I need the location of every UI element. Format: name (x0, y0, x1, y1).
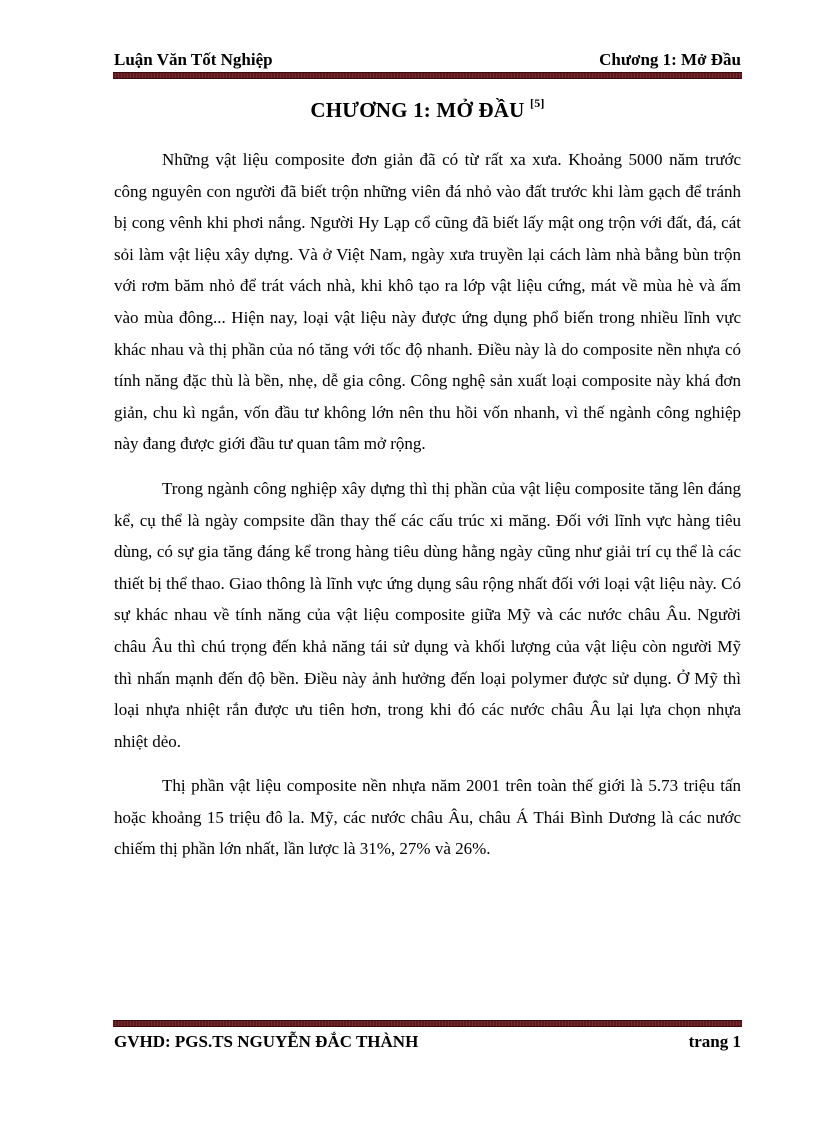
footer-advisor: GVHD: PGS.TS NGUYỄN ĐẮC THÀNH (114, 1032, 419, 1051)
paragraph-3: Thị phần vật liệu composite nền nhựa năm 2001 trên toàn thế giới là 5.73 triệu tấn hoặc khoảng 15 triệu đô la. Mỹ, các nước châu Âu, châu Á Thái Bình Dương là các nước chiếm thị phần lớn nhất, lần lược là 31%, 27% và 26%. (114, 776, 741, 859)
paragraph-2: Trong ngành công nghiệp xây dựng thì thị phần của vật liệu composite tăng lên đáng kể, cụ thể là ngày compsite dần thay thế các cấu trúc xi măng. Đối với lĩnh vực hàng tiêu dùng, có sự gia tăng đáng kể trong hàng tiêu dùng hằng ngày cũng như giải trí cụ thể là các thiết bị thể thao. Giao thông là lĩnh vực ứng dụng sâu rộng nhất đối với loại vật liệu này. Có sự khác nhau về tính năng của vật liệu composite giữa Mỹ và các nước châu Âu. Người châu Âu thì chú trọng đến khả năng tái sử dụng và khối lượng của vật liệu còn người Mỹ thì nhấn mạnh đến độ bền. Điều này ảnh hưởng đến loại polymer được sử dụng. Ở Mỹ thì loại nhựa nhiệt rắn được ưu tiên hơn, trong khi đó các nước châu Âu lại lựa chọn nhựa nhiệt dẻo. (114, 478, 741, 751)
paragraph-1: Những vật liệu composite đơn giản đã có từ rất xa xưa. Khoảng 5000 năm trước công nguyên con người đã biết trộn những viên đá nhỏ vào đất trước khi làm gạch để tránh bị cong vênh khi phơi nắng. Người Hy Lạp cổ cũng đã biết lấy mật ong trộn với đất, đá, cát sỏi làm vật liệu xây dựng. Và ở Việt Nam, ngày xưa truyền lại cách làm nhà bằng bùn trộn với rơm băm nhỏ để trát vách nhà, khi khô tạo ra lớp vật liệu cứng, mát về mùa hè và ấm vào mùa đông... Hiện nay, loại vật liệu này được ứng dụng phổ biến trong nhiều lĩnh vực khác nhau và thị phần của nó tăng với tốc độ nhanh. Điều này là do composite nền nhựa có tính năng đặc thù là bền, nhẹ, dễ gia công. Công nghệ sản xuất loại composite này khá đơn giản, chu kì ngắn, vốn đầu tư không lớn nên thu hồi vốn nhanh, vì thế ngành công nghiệp này đang được giới đầu tư quan tâm mở rộng. (114, 150, 741, 454)
header-thesis-label: Luận Văn Tốt Nghiệp (114, 50, 273, 69)
page-footer (114, 1032, 741, 1054)
chapter-title (114, 98, 741, 123)
footer-divider (113, 1020, 742, 1027)
header-divider (113, 72, 742, 79)
chapter-title-text: CHƯƠNG 1: MỞ ĐẦU (310, 98, 525, 122)
body-text (114, 144, 741, 878)
chapter-title-reference: [5] (530, 96, 545, 110)
header-chapter-label: Chương 1: Mở Đầu (599, 50, 741, 69)
page-header (114, 50, 741, 72)
footer-page-number: trang 1 (688, 1032, 741, 1051)
